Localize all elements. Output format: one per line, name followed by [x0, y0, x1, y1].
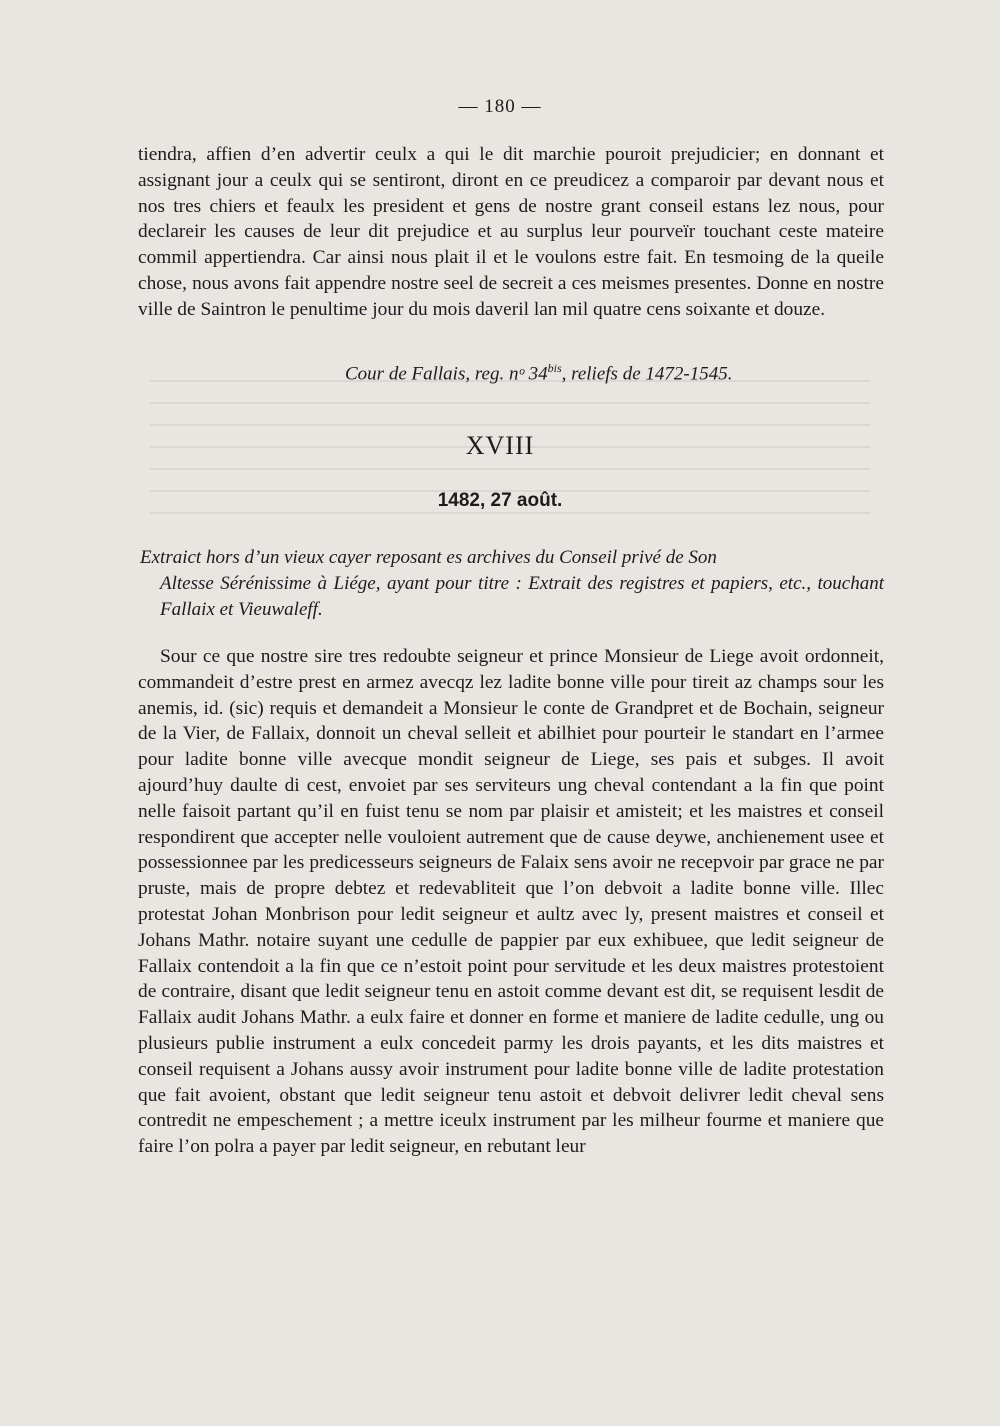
intro-continuation: Altesse Sérénissime à Liége, ayant pour titre : Extrait des registres et papiers, etc., touchant Fallaix et Vieuwaleff. [160, 573, 884, 620]
intro-line-1: Extraict hors d’un vieux cayer reposant es archives du Conseil privé de Son [140, 547, 717, 568]
section-numeral: XVIII [465, 431, 535, 460]
paragraph-continuation: tiendra, affien d’en advertir ceulx a qui le dit marchie pouroit prejudicier; en donnant et assignant jour a ceulx qui se sentiront, diront en ce preudicez a comparoir par devant nous et nos tres chiers et feaulx les president et gens de nostre grant conseil estans lez nous, pour declareir les causes de leur dit prejudice et au surplus leur pourveïr touchant ceste mateire commil appertiendra. Car ainsi nous plait il et le voulons estre fait. En tesmoing de la queile chose, nous avons fait appendre nostre seel de secreit a ces meismes presentes. Donne en nostre ville de Saintron le penultime jour du mois daveril lan mil quatre cens soixante et douze. [138, 144, 884, 320]
section-date: 1482, 27 août. [437, 490, 563, 511]
citation-prefix: Cour de Fallais, reg. nᵒ 34 [345, 363, 548, 385]
paragraph-main-text: Sour ce que nostre sire tres redoubte seigneur et prince Monsieur de Liege avoit ordonneit, commandeit d’estre prest en armez avecqz lez ladite bonne ville pour tireit az champs sour les anemis, id. (sic) requis et demandeit a Monsieur le conte de Grandpret et de Bochain, seigneur de la Vier, de Fallaix, donnoit un cheval selleit et abilhiet pour pourteir le standart en l’armee pour ladite bonne ville avecque mondit seigneur de Liege, ses pais et subges. Il avoit ajourd’huy daulte di cest, envoiet par ses serviteurs ung cheval contendant a la fin que point nelle faisoit partant qu’il en fuist tenu se nom par plaisir et amisteit; et les maistres et conseil respondirent que accepter nelle vouloient autrement que de cause deywe, anchienement usee et possessionnee par les predicesseurs seigneurs de Falaix sens avoir ne recepvoir par grace ne par pruste, mais de propre debtez et redevabliteit que l’on debvoit a ladite bonne ville. Illec protestat Johan Monbrison pour ledit seigneur et aultz avec ly, present maistres et conseil et Johans Mathr. notaire suyant une cedulle de pappier par eux exhibuee, que ledit seigneur de Fallaix contendoit a la fin que ce n’estoit point pour servitude et les deux maistres protestoient de contraire, disant que ledit seigneur tenu en astoit comme devant est dit, se requisent lesdit de Fallaix audit Johans Mathr. a eulx faire et donner en forme et maniere de ladite cedulle, ung ou plusieurs publie instrument a eulx concedeit parmy les drois payants, et les dits maistres et conseil requisent a Johans aussy avoir instrument pour ladite bonne ville de ladite protestation que fait avoient, obstant que ledit seigneur tenu astoit et debvoit delivrer ledit cheval sens contredit ne empeschement ; a mettre iceulx instrument par les milheur fourme et maniere que faire l’on polra a payer par ledit seigneur, en rebutant leur [138, 646, 884, 1158]
document-intro [140, 545, 884, 623]
page-number: — 180 — [458, 96, 542, 117]
source-citation [345, 361, 732, 385]
citation-suffix: , reliefs de 1472-1545. [561, 363, 733, 385]
paragraph-main [138, 644, 884, 1160]
citation-superscript: bis [547, 361, 562, 375]
